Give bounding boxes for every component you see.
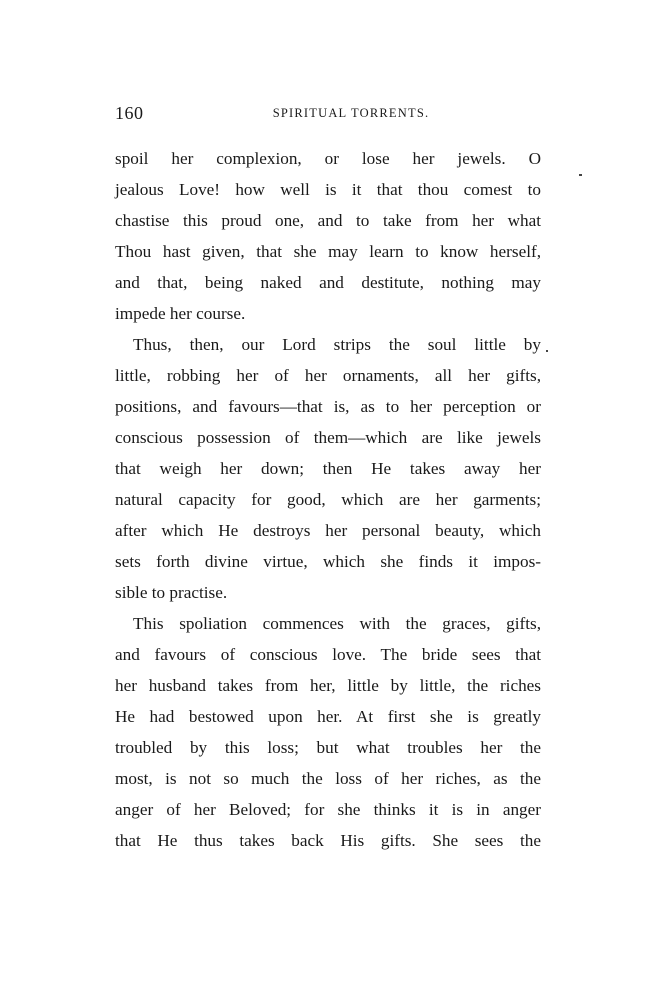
text-line: and favours of conscious love. The bride sees that (115, 645, 541, 664)
text-line: conscious possession of them—which are like jewels (115, 428, 541, 447)
text-line: spoil her complexion, or lose her jewels. O (115, 149, 541, 168)
text-line: that He thus takes back His gifts. She sees the (115, 831, 541, 850)
text-line: her husband takes from her, little by little, the riches (115, 676, 541, 695)
print-speck (579, 174, 582, 176)
text-line: most, is not so much the loss of her riches, as the (115, 769, 541, 788)
text-line: little, robbing her of her ornaments, all her gifts, (115, 366, 541, 385)
text-line: sets forth divine virtue, which she finds it impos- (115, 552, 541, 571)
text-line: positions, and favours—that is, as to her perception or (115, 397, 541, 416)
text-line: natural capacity for good, which are her garments; (115, 490, 541, 509)
text-line: Thou hast given, that she may learn to know herself, (115, 242, 541, 261)
text-line: He had bestowed upon her. At first she is greatly (115, 707, 541, 726)
running-head (115, 103, 541, 127)
text-line: and that, being naked and destitute, nothing may (115, 273, 541, 292)
body-text (115, 143, 541, 856)
paragraph-start-line: Thus, then, our Lord strips the soul little by (133, 335, 541, 354)
text-line: anger of her Beloved; for she thinks it is in anger (115, 800, 541, 819)
text-line: sible to practise. (115, 583, 228, 602)
text-line: troubled by this loss; but what troubles her the (115, 738, 541, 757)
running-title: SPIRITUAL TORRENTS. (272, 106, 430, 120)
text-line: after which He destroys her personal beauty, which (115, 521, 541, 540)
text-line: that weigh her down; then He takes away her (115, 459, 541, 478)
page-number: 160 (115, 103, 144, 123)
text-line: chastise this proud one, and to take from her what (115, 211, 541, 230)
text-line: jealous Love! how well is it that thou comest to (115, 180, 541, 199)
paragraph-start-line: This spoliation commences with the graces, gifts, (133, 614, 541, 633)
text-line: impede her course. (115, 304, 246, 323)
print-speck (546, 350, 548, 352)
